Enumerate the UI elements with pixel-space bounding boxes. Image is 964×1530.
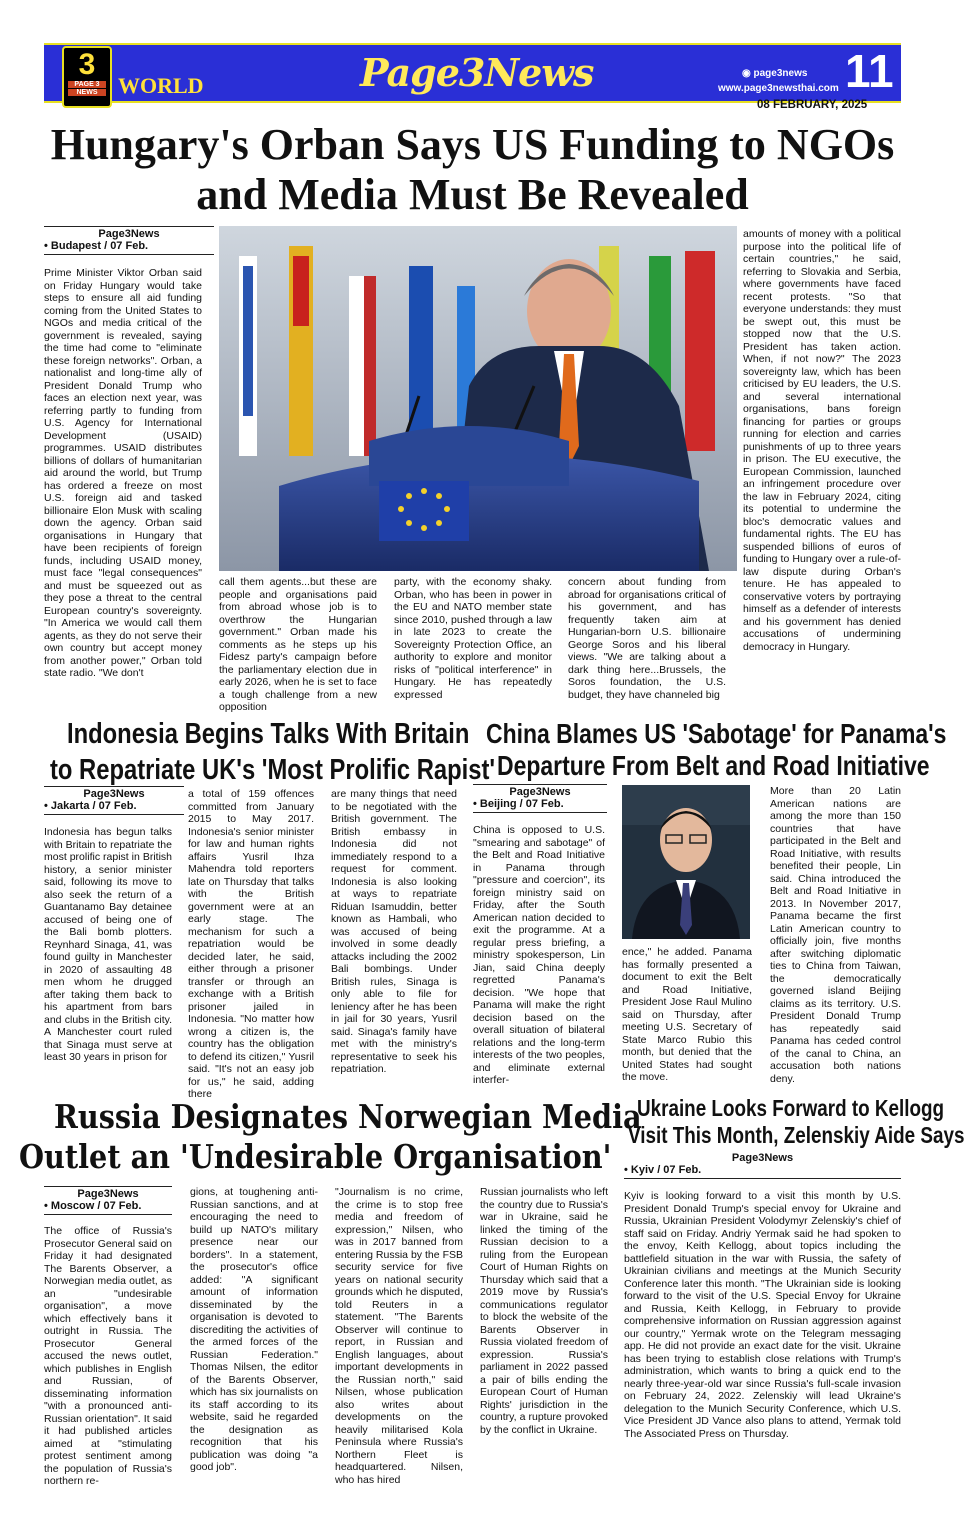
masthead: Page3News — [360, 50, 594, 95]
issue-date: 08 FEBRUARY, 2025 — [757, 99, 868, 111]
article4-headline-line2: Outlet an 'Undesirable Organisation' — [19, 1137, 612, 1176]
article2-byline — [44, 786, 184, 815]
article4-col3: "Journalism is no crime, the crime is to stop free media and freedom of expression," Nilsen, who was in 2017 banned from entering Russia by the FSB security service for five years on national security grounds which he disputed, told Reuters in a statement. "The Barents Observer will continue to report, in Russian and English languages, about important developments in the Russian north," said Nilsen, whose publication also writes about developments on the heavily militarised Kola Peninsula where Russia's Northern Fleet is headquartered. Nilsen, who has hired — [335, 1186, 463, 1486]
article4-col2: gions, at toughening anti-Russian sanctions, and at encouraging the need to build up NATO's military presence near our borders". In a statement, the prosecutor's office added: "A significant amount of information disseminated by the organisation is devoted to discrediting the activities of the armed forces of the Russian Federation." Thomas Nilsen, the editor of the Barents Observer, which has six journalists on its staff according to its website, said he regarded the designation as recognition that his publication was doing "a good job". — [190, 1186, 318, 1473]
article1-photo — [219, 226, 737, 571]
article5-source: Page3News — [731, 1152, 794, 1164]
article2-col1: Indonesia has begun talks with Britain to repatriate the most prolific rapist in British history, a senior minister said, following its move to also seek the return of a Guantanamo Bay detainee accused of being one of the Bali bomb plotters. Reynhard Sinaga, 41, was found guilty in Manchester in 2020 of assaulting 48 men whom he drugged after taking them back to his apartment from bars and clubs in the British city. A Manchester court ruled that Sinaga must serve at least 30 years in prison for — [44, 826, 172, 1063]
article1-headline: Hungary's Orban Says US Funding to NGOs and Media Must Be Revealed — [50, 120, 895, 219]
article1-col4: concern about funding from abroad for organisations critical of his government, and has frequently taken aim at Hungarian-born U.S. billionaire George Soros and his liberal views. "We are talking about a dark thing here...Brussels, the Soros foundation, the U.S. budget, they have channeled big — [568, 576, 726, 701]
article5-body: Kyiv is looking forward to a visit this month by U.S. President Donald Trump's special envoy for Ukraine and Russia, Ukrainian President Volodymyr Zelenskiy's chief of staff said on Friday. Andriy Yermak said he had spoken to the envoy, Keith Kellogg, about topics including the battlefield situation in the war with Russia, the safety of Ukrainian civilians and meetings at the Munich Security Conference later this month. "The Ukrainian side is looking forward to the visit of the U.S. Special Envoy for Ukraine and Russia, Keith Kellogg, in February to provide comprehensive information on Russian aggression against our country," Yermak wrote on the Telegram messaging app. He did not provide an exact date for the visit. Ukraine has been trying to establish close relations with Trump's administration, which wants to bring a quick end to the nearly three-year-old war since Russia's full-scale invasion on February 24, 2022. Zelenskiy will lead Ukraine's delegation to the Munich Security Conference, which U.S. Vice President JD Vance also plans to attend, Yermak told The Associated Press on Thursday. — [624, 1190, 901, 1440]
article1-col2: call them agents...but these are people and organisations paid from abroad whose job is to overthrow the Hungarian government." Orban made his comments as he steps up his Fidesz party's campaign before the parliamentary election due in early 2026, when he is set to face a tough challenge from a new opposition — [219, 576, 377, 713]
article3-headline-line2: Departure From Belt and Road Initiative — [497, 750, 930, 781]
article4-col1: The office of Russia's Prosecutor General said on Friday it had designated The Barents Observer, a Norwegian media outlet, as an "undesirable organisation", a move which effectively bans it outright in Russia. The Prosecutor General accused the news outlet, which publishes in English and Russian, of disseminating information "with a pronounced anti-Russian orientation". It said it had published articles aimed at "stimulating protest sentiment among the population of Russia's northern re- — [44, 1225, 172, 1487]
article5-byline — [624, 1151, 901, 1179]
article1-byline — [44, 226, 214, 255]
article1-dateline: • Budapest / 07 Feb. — [44, 240, 214, 255]
article1-col1: Prime Minister Viktor Orban said on Friday Hungary would take steps to ensure all aid funding coming from the United States to NGOs and media critical of the government is revealed, saying the time had come to "eliminate these foreign networks". Orban, a nationalist and long-time ally of President Donald Trump who faces an election next year, was referring partly to funding from U.S. Agency for International Development (USAID) programmes. USAID distributes billions of dollars of humanitarian aid around the world, but Trump has ordered a freeze on most U.S. foreign aid and tasked billionaire Elon Musk with scaling down the agency. Orban said organisations in Hungary that have been recipients of foreign funds, including USAID money, must face "legal consequences" and must be squeezed out as they pose a threat to the central European country's sovereignty. "In America we would call them agents, as they do not serve their own country but accept money from another power," Orban told state radio. "We don't — [44, 267, 202, 679]
article3-headline-line1: China Blames US 'Sabotage' for Panama's — [486, 718, 947, 749]
article4-dateline: • Moscow / 07 Feb. — [44, 1200, 172, 1215]
section-label: WORLD — [118, 73, 204, 98]
logo-number: 3 — [78, 48, 96, 81]
website-url: www.page3newsthai.com — [718, 83, 839, 94]
article4-col4: Russian journalists who left the country due to Russia's war in Ukraine, said he linked the timing of the Russian decision to a ruling from the European Court of Human Rights on Thursday which said that a 2019 move by Russia's communications regulator to block the website of the Barents Observer in Russia violated freedom of expression. Russia's parliament in 2022 passed a pair of bills ending the European Court of Human Rights' jurisdiction in the country, a rupture provoked by the conflict in Ukraine. — [480, 1186, 608, 1436]
article2-dateline: • Jakarta / 07 Feb. — [44, 800, 184, 815]
lin-jian-photo-illustration — [622, 785, 750, 939]
article3-byline — [473, 784, 607, 813]
article1-col3: party, with the economy shaky. Orban, who has been in power in the EU and NATO member state since 2010, pushed through a law in late 2023 to create the Sovereignty Protection Office, an authority to explore and monitor risks of "political interference" in Hungary. He has repeatedly expressed — [394, 576, 552, 701]
article2-col2: a total of 159 offences committed from January 2015 to May 2017. Indonesia's senior minister for law and human rights affairs Yusril Ihza Mahendra told reporters late on Thursday that talks with the British government were at an early stage. The mechanism for such a repatriation would be decided later, he said, either through a prisoner transfer or through an exchange with a British prisoner jailed in Indonesia. "No matter how wrong a citizen is, the country has the obligation to defend its citizen," Yusril said. "It's not an easy job for us," he said, adding there — [188, 788, 314, 1100]
article2-headline-line1: Indonesia Begins Talks With Britain — [67, 718, 470, 750]
article1-source: Page3News — [44, 226, 214, 240]
article2-col3: are many things that need to be negotiated with the British government. The British embassy in Indonesia did not immediately respond to a request for comment. Indonesia is also looking at ways to repatriate Riduan Isamuddin, better known as Hambali, who was accused of being involved in some deadly attacks including the 2002 Bali bombings. Under British rules, Sinaga is only able to file for leniency after he has been in jail for 30 years, Yusril said. Sinaga's family have met with the ministry's representative to seek his repatriation. — [331, 788, 457, 1075]
article5-headline-line1: Ukraine Looks Forward to Kellogg — [637, 1095, 945, 1121]
article4-byline — [44, 1186, 172, 1215]
article1-col5: amounts of money with a political purpose into the political life of certain countries," he said, referring to Slovakia and Serbia, where governments have faced recent protests. "So that everyone understands: they must be swept out, this must be stopped now that the U.S. President has taken action. When, if not now?" The 2023 sovereignty law, which has been criticised by EU leaders, the U.S. and several international organisations, bans foreign financing for parties or groups running for election and carries punishments of up to three years in prison. The EU executive, the European Commission, launched an infringement procedure over the law in February 2024, citing its potential to undermine the bloc's democratic values and fundamental rights. The EU has suspended billions of euros of funding to Hungary over a rule-of-law dispute during Orban's tenure. He has appealed to conservative voters by portraying himself as a defender of interests and his government has denied accusations of undermining democracy in Hungary. — [743, 228, 901, 653]
article3-photo — [622, 785, 750, 939]
social-handle: ◉ page3news — [742, 68, 808, 79]
article3-source: Page3News — [473, 784, 607, 798]
logo-sub1: PAGE 3 — [68, 81, 106, 88]
article3-col1: China is opposed to U.S. "smearing and sabotage" of the Belt and Road Initiative in Panama through "pressure and coercion", its foreign ministry said on Friday, after the South American nation decided to exit the programme. At a regular press briefing, a ministry spokesperson, Lin Jian, said China deeply regretted Panama's decision. "We hope that Panama will make the right decision based on the overall situation of bilateral relations and the long-term interests of the two peoples, and eliminate external interfer- — [473, 824, 605, 1086]
article2-source: Page3News — [44, 786, 184, 800]
orban-photo-illustration — [219, 226, 737, 571]
article3-col2: ence," he added. Panama has formally presented a document to exit the Belt and Road Initiative, President Jose Raul Mulino said on Thursday, after meeting U.S. Secretary of State Marco Rubio this month, but denied that the United States had sought the move. — [622, 946, 752, 1083]
article3-dateline: • Beijing / 07 Feb. — [473, 798, 607, 813]
article5-dateline: • Kyiv / 07 Feb. — [624, 1164, 901, 1179]
logo-sub2: NEWS — [68, 89, 106, 96]
facebook-icon: ◉ — [742, 68, 754, 79]
article4-headline-line1: Russia Designates Norwegian Media — [54, 1097, 642, 1136]
page-number: 11 — [845, 45, 894, 97]
article3-col3: More than 20 Latin American nations are among the more than 150 countries that have participated in the Belt and Road Initiative, with results benefited their people, Lin said. China introduced the Belt and Road Initiative in 2013. In November 2017, Panama became the first Latin American country to officially join, five months after switching diplomatic ties to China from Taiwan, the democratically governed island Beijing claims as its territory. U.S. President Donald Trump has repeatedly said Panama has ceded control of the canal to China, an accusation both nations deny. — [770, 785, 901, 1085]
article4-source: Page3News — [44, 1186, 172, 1200]
article5-headline-line2: Visit This Month, Zelenskiy Aide Says — [628, 1122, 964, 1148]
page3-logo — [62, 46, 112, 108]
article2-headline-line2: to Repatriate UK's 'Most Prolific Rapist' — [50, 754, 496, 786]
